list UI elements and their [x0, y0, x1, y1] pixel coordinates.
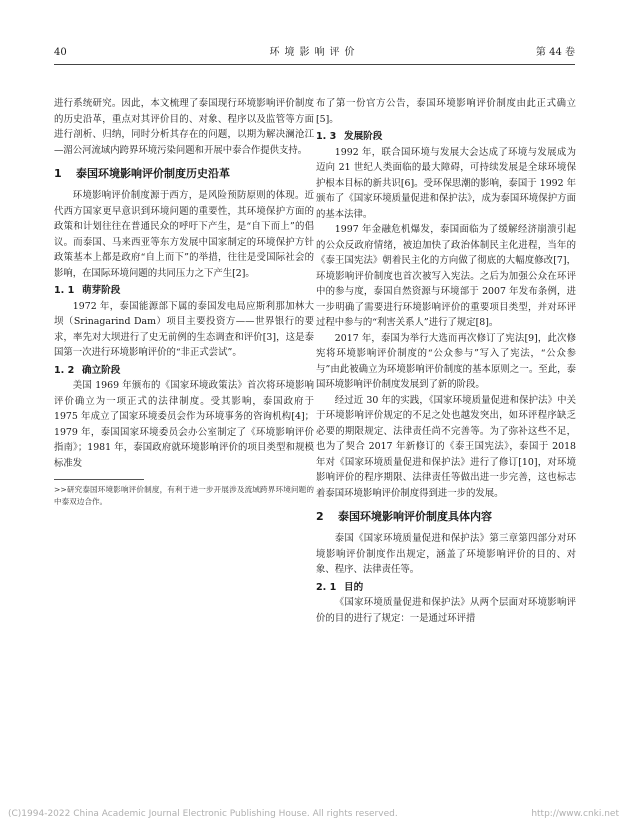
- subsection-1-1-heading: [54, 283, 314, 299]
- subsection-title: 目的: [344, 581, 364, 593]
- continued-paragraph: 布了第一份官方公告，泰国环境影响评价制度由此正式确立[5]。: [316, 98, 576, 125]
- subsection-2-1-heading: [316, 580, 576, 596]
- footnote: >>研究泰国环境影响评价制度，有利于进一步开展涉及流域跨界环境问题的中泰双边合作。: [54, 485, 314, 506]
- footnote-rule: [54, 479, 144, 480]
- subsection-1-2-heading: [54, 363, 314, 379]
- body-paragraph: 环境影响评价制度源于西方，是风险预防原则的体现。近代西方国家更早意识到环境问题的重要性，其环境保护方面的政策和计划往往在普通民众的呼吁下产生，是“自下而上”的倡议。而泰国、马来西亚等东方发展中国家制定的环境保护方针政策基本上都是政府“自上而下”的举措，往往是受国际社会的影响，在国际环境问题的共同压力之下产生[2]。: [54, 190, 314, 279]
- body-paragraph: 1997 年金融危机爆发，泰国面临为了缓解经济崩溃引起的公众反政府情绪，被迫加快了政治体制民主化进程，当年的《泰王国宪法》朝着民主化的方向做了彻底的大幅度修改[7]，环境影响评价制度也首次被写入宪法。之后为加强公众在环评中的参与度，泰国自然资源与环境部于 2007 年发布条例，进一步明确了需要进行环境影响评价的重要项目类型，并对环评过程中参与的“利害关系人”进行了规定[8]。: [316, 224, 576, 328]
- page-number: 40: [54, 47, 67, 58]
- subsection-number: 1. 1: [54, 285, 75, 296]
- body-paragraph: 2017 年，泰国为举行大选而再次修订了宪法[9]，此次修宪将环境影响评价制度的“公众参与”写入了宪法，“公众参与”由此被确立为环境影响评价制度的基本原则之一。至此，泰国环境影响评价制度发展到了新的阶段。: [316, 332, 576, 390]
- subsection-title: 发展阶段: [344, 131, 383, 142]
- copyright-text: (C)1994-2022 China Academic Journal Electronic Publishing House. All rights reserved.: [8, 809, 398, 819]
- body-paragraph: 泰国《国家环境质量促进和保护法》第三章第四部分对环境影响评价制度作出规定，涵盖了环境影响评价的目的、对象、程序、法律责任等。: [316, 533, 576, 575]
- journal-name: 环境影响评价: [269, 47, 360, 58]
- volume-label: 第 44 卷: [535, 47, 575, 58]
- subsection-title: 确立阶段: [82, 364, 121, 376]
- section-number: 2: [316, 510, 324, 523]
- section-number: 1: [54, 167, 62, 180]
- body-paragraph: 1972 年，泰国能源部下属的泰国发电局应斯利那加林大坝（Srinagarind Dam）项目主要投资方——世界银行的要求，率先对大坝进行了史无前例的生态调查和评价[3]，这是泰国第一次进行环境影响评价的“非正式尝试”。: [54, 300, 314, 358]
- body-paragraph: 《国家环境质量促进和保护法》从两个层面对环境影响评价的目的进行了规定：一是通过环评措: [316, 597, 576, 624]
- section-title: 泰国环境影响评价制度历史沿革: [76, 167, 230, 180]
- subsection-number: 1. 2: [54, 364, 75, 376]
- body-paragraph: 美国 1969 年颁布的《国家环境政策法》首次将环境影响评价确立为一项正式的法律制度。受其影响，泰国政府于 1975 年成立了国家环境委员会作为环境事务的咨询机构[4]；1979 年，泰国国家环境委员会办公室制定了《环境影响评价指南》；1981 年，泰国政府就环境影响评价的项目类型和规模标准发: [54, 380, 314, 469]
- right-column: [316, 96, 576, 796]
- section-2-heading: [316, 509, 576, 525]
- cnki-link[interactable]: http://www.cnki.net: [531, 809, 619, 819]
- header-rule: [54, 64, 575, 65]
- intro-paragraph: 进行系统研究。因此，本文梳理了泰国现行环境影响评价制度的历史沿革，重点对其评价目的、对象、程序以及监管等方面进行剖析、归纳，同时分析其存在的问题，以期为解决澜沧江—湄公河流域内跨界环境污染问题和开展中泰合作提供支持。: [54, 98, 314, 156]
- body-paragraph: 1992 年，联合国环境与发展大会达成了环境与发展成为迈向 21 世纪人类面临的最大障碍，可持续发展是全球环境保护根本目标的新共识[6]。受环保思潮的影响，泰国于 1992 年颁布了《国家环境质量促进和保护法》，成为泰国环境保护方面的基本法律。: [316, 146, 576, 220]
- copyright-footer: [8, 808, 621, 820]
- section-title: 泰国环境影响评价制度具体内容: [338, 510, 492, 523]
- body-paragraph: 经过近 30 年的实践，《国家环境质量促进和保护法》中关于环境影响评价规定的不足之处也越发突出，如环评程序缺乏必要的期限规定、法律责任尚不完善等。为了弥补这些不足，也为了契合 2017 年新修订的《泰王国宪法》，泰国于 2018 年对《国家环境质量促进和保护法》进行了修订[10]，对环境影响评价的程序期限、法律责任等做出进一步完善，这也标志着泰国环境影响评价制度得到进一步的发展。: [316, 394, 576, 499]
- left-column: [54, 96, 314, 796]
- subsection-number: 2. 1: [316, 581, 337, 593]
- subsection-title: 萌芽阶段: [82, 285, 121, 296]
- running-header: [54, 46, 575, 60]
- subsection-1-3-heading: [316, 129, 576, 145]
- subsection-number: 1. 3: [316, 131, 337, 142]
- section-1-heading: [54, 166, 314, 182]
